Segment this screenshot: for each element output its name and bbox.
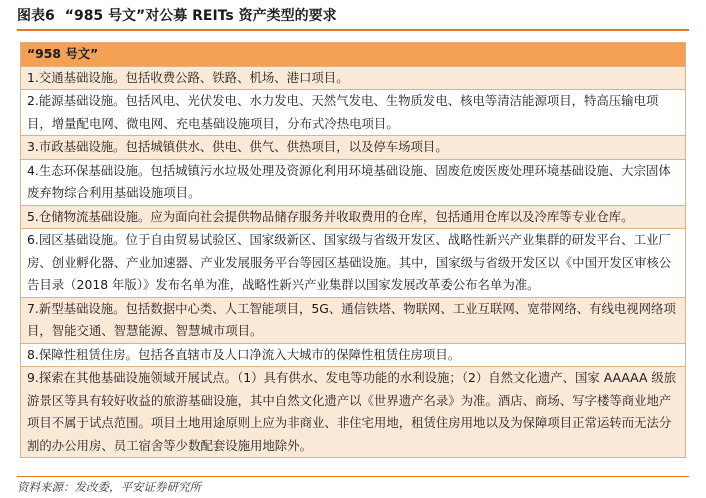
- table-row: [21, 205, 686, 229]
- table-row: [21, 136, 686, 160]
- table-row: [21, 66, 686, 90]
- table-row: [21, 297, 686, 343]
- asset-type-table: [20, 42, 686, 458]
- table-cell: 1.交通基础设施。包括收费公路、铁路、机场、港口项目。: [21, 66, 686, 90]
- table-cell: 5.仓储物流基础设施。应为面向社会提供物品储存服务并收取费用的仓库，包括通用仓库以及冷库等专业仓库。: [21, 205, 686, 229]
- title-divider: [17, 29, 689, 31]
- table-row: [21, 159, 686, 205]
- table-row: [21, 90, 686, 136]
- bottom-divider: [17, 476, 689, 477]
- table-cell: 7.新型基础设施。包括数据中心类、人工智能项目，5G、通信铁塔、物联网、工业互联网、宽带网络、有线电视网络项目，智能交通、智慧能源、智慧城市项目。: [21, 297, 686, 343]
- source-note: 资料来源：发改委，平安证券研究所: [17, 480, 201, 494]
- table-row: [21, 343, 686, 367]
- table-cell: 2.能源基础设施。包括风电、光伏发电、水力发电、天然气发电、生物质发电、核电等清洁能源项目，特高压输电项目，增量配电网、微电网、充电基础设施项目，分布式冷热电项目。: [21, 90, 686, 136]
- table-cell: 9.探索在其他基础设施领域开展试点。（1）具有供水、发电等功能的水利设施；（2）自然文化遗产、国家 AAAAA 级旅游景区等具有较好收益的旅游基础设施，其中自然文化遗产以《世界遗产名录》为准。酒店、商场、写字楼等商业地产项目不属于试点范围。项目土地用途原则上应为非商业、非住宅用地，租赁住房用地以及为保障项目正常运转而无法分割的办公用房、员工宿舍等少数配套设施用地除外。: [21, 367, 686, 458]
- table-header-cell: “958 号文”: [21, 43, 686, 67]
- table-row: [21, 229, 686, 298]
- figure-label: 图表6: [17, 8, 55, 24]
- table-row: [21, 367, 686, 458]
- table-header-row: [21, 43, 686, 67]
- figure-title-text: “985 号文”对公募 REITs 资产类型的要求: [64, 8, 337, 24]
- table-cell: 3.市政基础设施。包括城镇供水、供电、供气、供热项目，以及停车场项目。: [21, 136, 686, 160]
- table-cell: 6.园区基础设施。位于自由贸易试验区、国家级新区、国家级与省级开发区、战略性新兴产业集群的研发平台、工业厂房、创业孵化器、产业加速器、产业发展服务平台等园区基础设施。其中，国家级与省级开发区以《中国开发区审核公告目录（2018 年版）》发布名单为准，战略性新兴产业集群以国家发展改革委公布名单为准。: [21, 229, 686, 298]
- figure-title: [17, 4, 689, 28]
- table-cell: 4.生态环保基础设施。包括城镇污水垃圾处理及资源化利用环境基础设施、固废危废医废处理环境基础设施、大宗固体废弃物综合利用基础设施项目。: [21, 159, 686, 205]
- table-cell: 8.保障性租赁住房。包括各直辖市及人口净流入大城市的保障性租赁住房项目。: [21, 343, 686, 367]
